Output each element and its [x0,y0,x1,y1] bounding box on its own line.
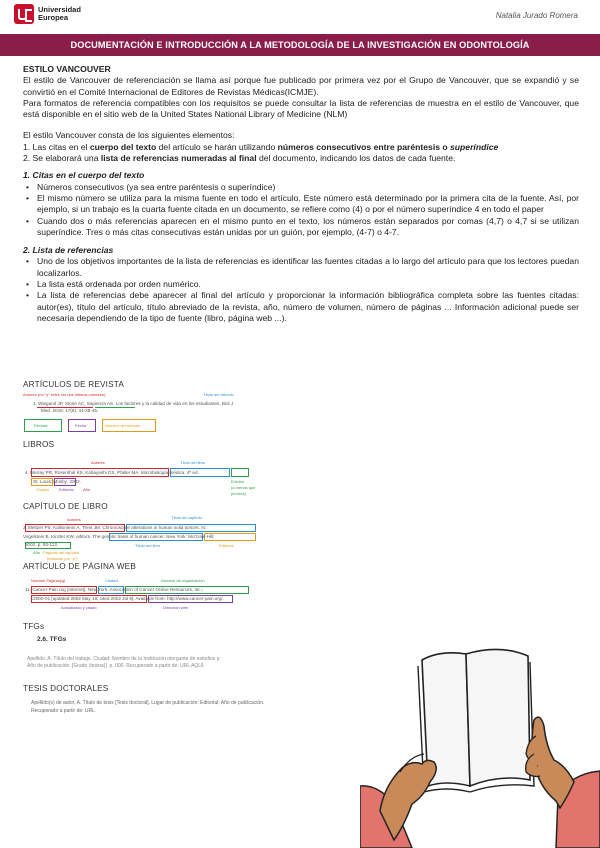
section-heading-citas: 1. Citas en el cuerpo del texto [23,170,145,181]
label-libro: Título del libro [135,543,161,548]
label-numero: Número del artículo [105,423,140,428]
main-content [23,64,579,324]
element-1-text: 1. Las citas en el [23,141,90,152]
label-revista: Revista [34,423,48,428]
label-autores: Autores [91,460,105,465]
category-libros: LIBROS [23,440,55,449]
label-actualizado: Actualizado y citado [61,605,97,610]
ref-revista-line1: 1. Wiegand JP, Stone AC, Sapienza AS. Los factores y la calidad de vida en los estudiantes. Biol J [33,401,234,406]
citas-bullet-list [23,182,579,238]
element-1-text2: del artículo se harán utilizando [156,141,278,152]
label-titulo: Título del libro [180,460,206,465]
category-web: ARTÍCULO DE PÁGINA WEB [23,562,136,571]
element-2-text2: del documento, indicando los datos de cada fuente. [256,153,456,164]
logo-line2: Europea [38,13,69,22]
label-autores: Autores [67,517,81,522]
element-2-text: 2. Se elaborará una [23,153,101,164]
figure-capitulo [23,513,273,563]
list-item: • Números consecutivos (ya sea entre paréntesis o superíndice) [23,182,579,193]
hands-holding-book-illustration [360,636,600,848]
page-header [0,0,600,34]
element-1-bold: cuerpo del texto [89,141,157,152]
element-2 [23,153,579,164]
label-ciudad: Ciudad [105,578,118,583]
ref-tesis-line2: Recuperado a partir de: URL [31,708,95,714]
label-indicado: (indicado por "p") [47,556,78,561]
section-heading-vancouver: ESTILO VANCOUVER [23,64,111,74]
ref-libros-line2: St. Louis: Mosby; 2002. [33,479,82,484]
element-1-bold2: números consecutivos entre paréntesis o [277,141,451,152]
label-edicion-3: primera) [231,491,246,496]
title-banner: DOCUMENTACIÓN E INTRODUCCIÓN A LA METODOLOGÍA DE LA INVESTIGACIÓN EN ODONTOLOGÍA [0,34,600,56]
label-paginas: Páginas del capítulo [43,550,80,555]
list-item: • La lista de referencias debe aparecer al final del artículo y proporcionar la información bibliográfica completa sobre las fuentes citadas: autor(es), título del artículo, título abreviado de la revista, año, número de volumen, número de páginas ... Información adicional puede ser necesaria dependiendo de la tipo de fuente (libro, página web ...). [23,290,579,324]
ref-capitulo-line2: Vogelstein B, Kinzler KW, editors. The genetic basis of human cancer. New York: McGraw-Hill; [23,534,215,539]
label-anio: Año [33,550,41,555]
category-tesis: TESIS DOCTORALES [23,684,109,693]
logo-text [38,6,81,22]
label-editorial: Editorial [219,543,234,548]
intro-paragraph-1: El estilo de Vancouver de referenciación se llama así porque fue publicado por primera vez por el Grupo de Vancouver, que se expandió y se convirtió en el Comité Internacional de Editores de Revistas Médicas(ICMJE). [23,75,579,97]
label-editorial: Editorial [59,487,74,492]
label-anio: Año [83,487,91,492]
label-direccion: Dirección web [163,605,189,610]
ref-capitulo-line3: 2002. p. 93-113. [25,542,59,547]
label-titulo: Título de capítulo [171,515,202,520]
figure-revista [23,392,323,434]
section-heading-lista: 2. Lista de referencias [23,245,114,256]
university-logo [14,4,81,24]
ref-web-line2: c2000-01 [updated 2002 May 16; cited 2002 Jul 9]. Available from: http://www.cancer-pain.org/. [31,596,224,601]
right-hand [532,717,574,808]
list-item: • Uno de los objetivos importantes de la lista de referencias es identificar las fuentes citadas a lo largo del artículo para que los lectores puedan localizarlos. [23,256,579,279]
element-1-italic: superíndice [450,141,499,152]
ref-web-line1: 11. Cancer-Pain.org [Internet]. New York: Association of Cancer Online Resources, Inc.; [25,587,204,592]
list-item: • La lista está ordenada por orden numérico. [23,279,579,290]
figure-web [23,575,273,617]
element-2-bold: lista de referencias numeradas al final [100,153,257,164]
logo-line1: Universidad [38,5,81,14]
label-fecha: Fecha [75,423,87,428]
author-name: Natalia Jurado Romera [495,11,578,20]
category-revista: ARTÍCULOS DE REVISTA [23,380,125,389]
ref-capitulo-line1: 2. Meltzer PS, Kallioniemi A, Trent JM. Chromosome alterations in human solid tumors. In: [23,525,207,530]
book-right-page [466,649,530,786]
category-tfg: TFGs [23,622,45,631]
element-1 [23,142,579,153]
figure-tesis [23,698,323,722]
figure-tfg [23,636,323,676]
left-hand [380,760,436,840]
ref-revista-line2: Med. 2018; 17(8): 44-38-45. [41,408,99,413]
ue-logo-icon [14,4,34,24]
intro-paragraph-3: El estilo Vancouver consta de los siguientes elementos: [23,130,235,141]
label-edicion: Edición [231,479,245,484]
category-capitulo: CAPÍTULO DE LIBRO [23,502,108,511]
label-edicion-2: (a menos que [231,485,256,490]
ref-tfg-line2: Año de publicación. [Grado (tesina)]. p. 000. Recuperado a partir de: URL AQUÍ. [27,663,205,669]
list-item: • El mismo número se utiliza para la misma fuente en todo el artículo. Este número está determinado por la primera cita de la fuente. Así, por ejemplo, si un trabajo es la cuarta fuente citada en un documento, se refiere como (4) o por el número superíndice 4 en todo el paper [23,193,579,216]
ref-libros-line1: 4. Murray PR, Rosenthal KS, Kobayashi GS, Pfaller MA. Microbiología médica. 4ª ed. [25,470,199,475]
label-autores: Autores (no "y" entre los dos últimos nombres) [23,392,106,397]
label-ciudad: Ciudad [36,487,49,492]
label-nombre: Nombre Página/pgl [31,578,66,583]
label-titulo: Título del artículo [203,392,234,397]
lista-bullet-list [23,256,579,324]
label-organizacion: Nombre de organización [161,578,205,583]
ref-tfg-line1: Apellido, A. Título del trabajo. Ciudad: Nombre de la Institución otorgante de estudios p [27,656,220,662]
figure-libros [23,458,263,498]
tfg-subheading: 2.6. TFGs [37,636,67,643]
ref-tesis-line1: Apellido(s) de autor, A. Título de tesis [Tesis doctoral]. Lugar de publicación: Editorial; Año de publicación. [31,700,265,706]
list-item: • Cuando dos o más referencias aparecen en el mismo punto en el texto, los números están separados por comas (4,7) o 4,7 si se utilizan superíndice. Tres o más citas consecutivas están unidas por un guión, por ejemplo, (4-7) o 4-7. [23,216,579,239]
intro-paragraph-2: Para formatos de referencia compatibles con los requisitos se puede consultar la lista de referencias de muestra en el estilo de Vancouver, que está disponible en el sitio web de la United States National Library of Medicine (NLM) [23,97,579,120]
